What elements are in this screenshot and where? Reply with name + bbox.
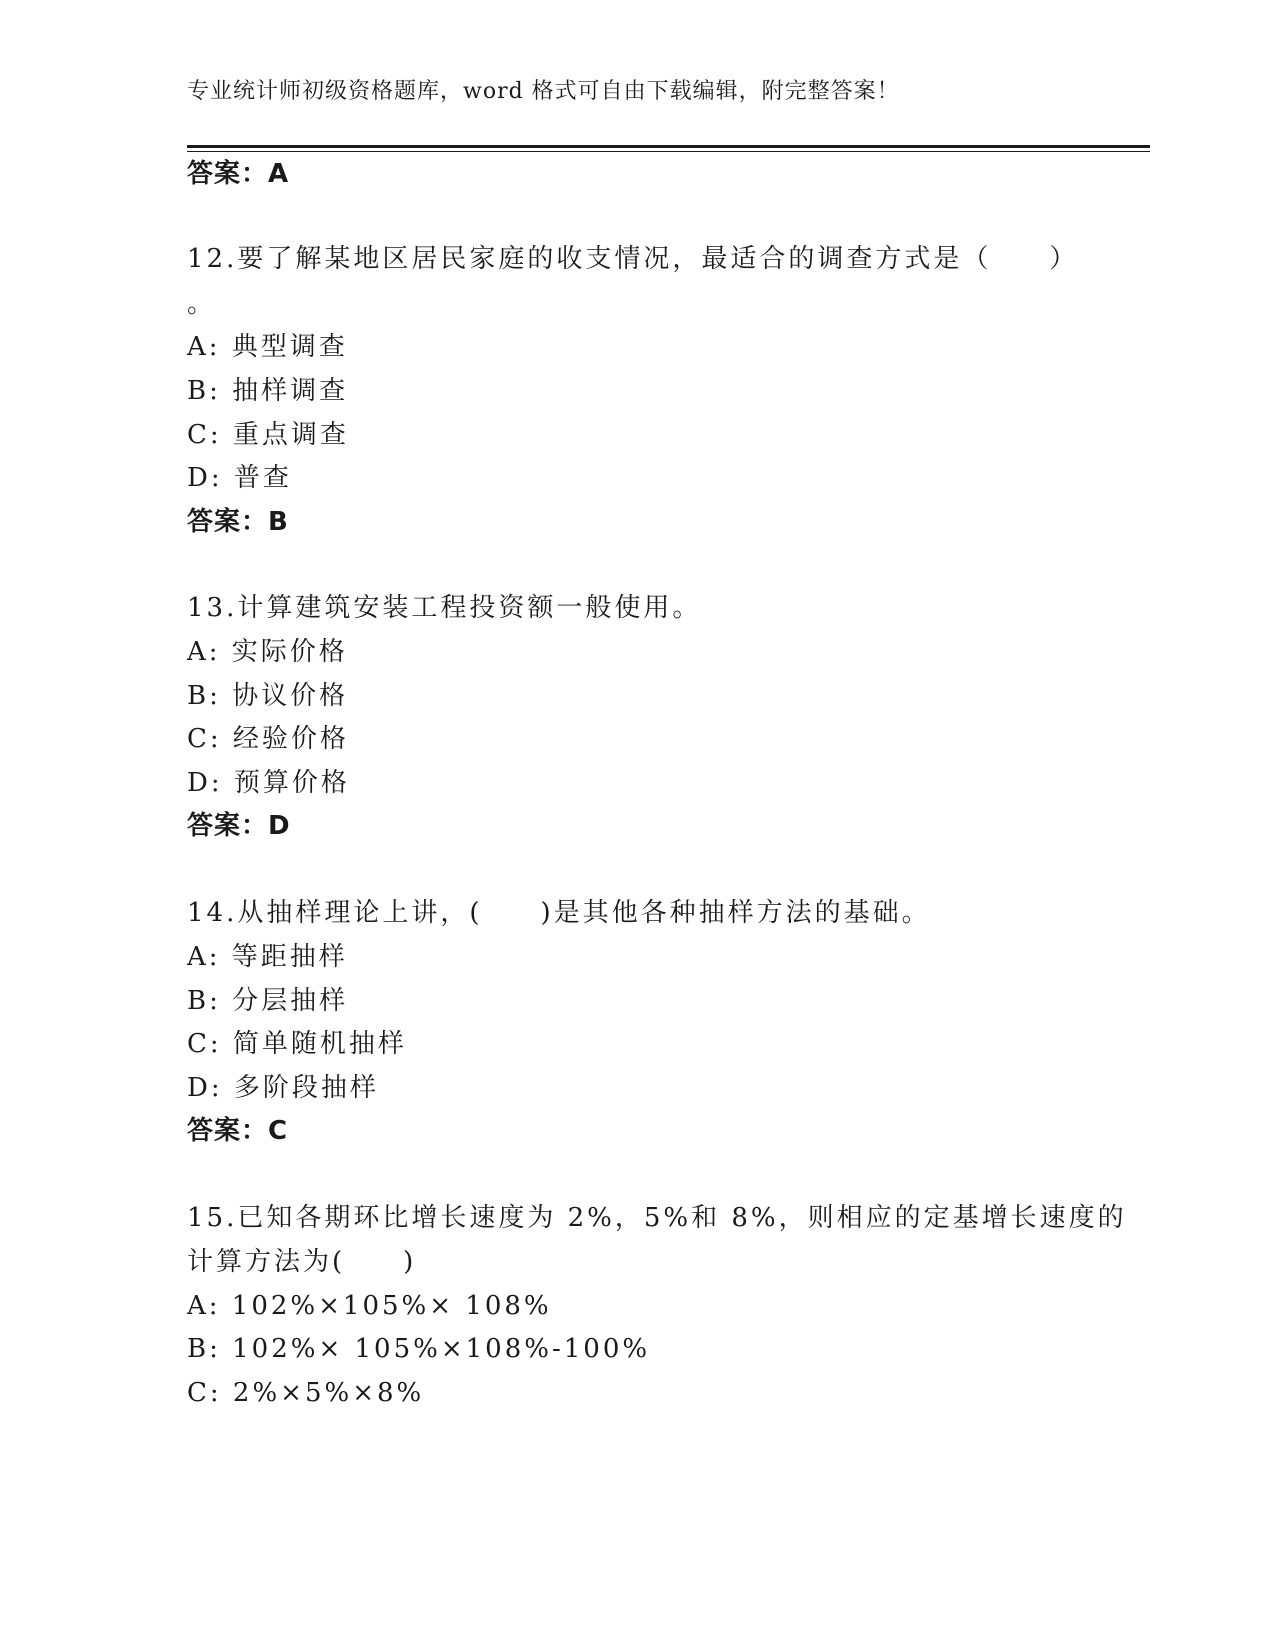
question-15-option-c: C: 2%×5%×8% (187, 1378, 425, 1408)
question-12-option-d: D: 普查 (187, 463, 292, 493)
question-12-option-c: C: 重点调查 (187, 420, 349, 450)
question-13-option-d: D: 预算价格 (187, 768, 350, 798)
question-13-stem: 13.计算建筑安装工程投资额一般使用。 (187, 593, 702, 623)
question-15-stem: 15.已知各期环比增长速度为 2%，5%和 8%，则相应的定基增长速度的 (187, 1203, 1127, 1233)
page-header: 专业统计师初级资格题库，word 格式可自由下载编辑，附完整答案！ (187, 79, 900, 104)
question-14-option-d: D: 多阶段抽样 (187, 1073, 379, 1103)
question-13-answer: 答案：D (187, 811, 291, 841)
question-14-option-b: B: 分层抽样 (187, 986, 349, 1016)
question-15-option-a: A: 102%×105%× 108% (187, 1291, 552, 1321)
question-15-stem-cont: 计算方法为( ) (187, 1247, 417, 1277)
question-14-stem: 14.从抽样理论上讲，( )是其他各种抽样方法的基础。 (187, 898, 931, 928)
question-12-stem-cont: 。 (187, 289, 217, 319)
question-15-option-b: B: 102%× 105%×108%-100% (187, 1334, 651, 1364)
question-14-option-c: C: 简单随机抽样 (187, 1029, 407, 1059)
question-13-option-a: A: 实际价格 (187, 637, 348, 667)
question-12-answer: 答案：B (187, 507, 289, 537)
answer-prev: 答案：A (187, 159, 290, 189)
question-12-option-b: B: 抽样调查 (187, 376, 349, 406)
question-12-stem: 12.要了解某地区居民家庭的收支情况，最适合的调查方式是（ ） (187, 244, 1079, 274)
header-divider (187, 145, 1150, 152)
question-13-option-c: C: 经验价格 (187, 724, 349, 754)
question-13-option-b: B: 协议价格 (187, 681, 349, 711)
question-12-option-a: A: 典型调查 (187, 332, 348, 362)
question-14-answer: 答案：C (187, 1116, 289, 1146)
question-14-option-a: A: 等距抽样 (187, 942, 348, 972)
